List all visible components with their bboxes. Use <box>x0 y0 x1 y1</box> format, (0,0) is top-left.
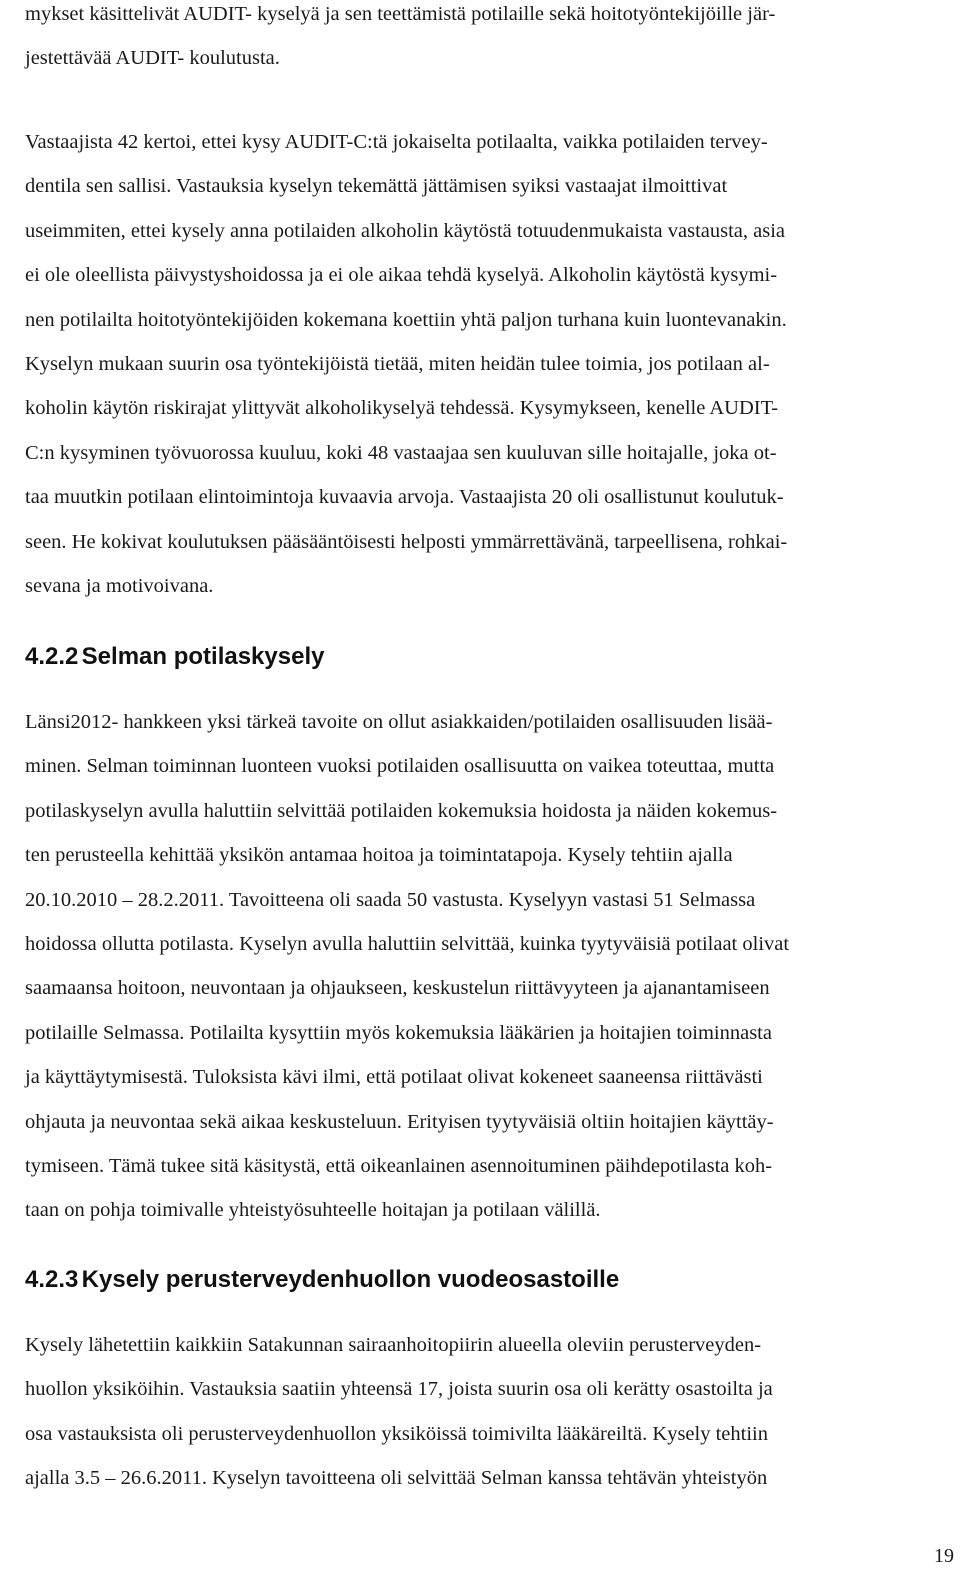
text-line: hoidossa ollutta potilasta. Kyselyn avulla haluttiin selvittää, kuinka tyytyväisiä potilaat olivat <box>25 932 790 955</box>
text-line: saamaansa hoitoon, neuvontaan ja ohjaukseen, keskustelun riittävyyteen ja ajanantamiseen <box>25 977 770 1000</box>
paragraph-selma-survey <box>25 700 960 1233</box>
text-line: tymiseen. Tämä tukee sitä käsitystä, että oikeanlainen asennoituminen päihdepotilasta koh- <box>25 1154 773 1177</box>
text-line: taa muutkin potilaan elintoimintoja kuvaavia arvoja. Vastaajista 20 oli osallistunut koulutuk- <box>25 486 784 509</box>
section-number: 4.2.2 <box>25 643 79 670</box>
section-heading-4-2-3 <box>25 1265 619 1295</box>
text-line: taan on pohja toimivalle yhteistyösuhteelle hoitajan ja potilaan välillä. <box>25 1199 601 1222</box>
text-line: potilaille Selmassa. Potilailta kysyttiin myös kokemuksia lääkärien ja hoitajien toiminnasta <box>25 1021 772 1044</box>
section-heading-4-2-2 <box>25 642 324 672</box>
paragraph-audit-results <box>25 120 960 608</box>
text-line: C:n kysyminen työvuorossa kuuluu, koki 48 vastaajaa sen kuuluvan sille hoitajalle, joka ot- <box>25 441 777 464</box>
section-title: Selman potilaskysely <box>81 643 325 670</box>
text-line: mykset käsittelivät AUDIT- kyselyä ja sen teettämistä potilaille sekä hoitotyöntekijöille jär- <box>25 3 776 25</box>
text-line: useimmiten, ettei kysely anna potilaiden alkoholin käytöstä totuudenmukaista vastausta, asia <box>25 219 786 242</box>
text-line: Kysely lähetettiin kaikkiin Satakunnan sairaanhoitopiirin alueella oleviin perusterveyden- <box>25 1334 762 1356</box>
text-line: minen. Selman toiminnan luonteen vuoksi potilaiden osallisuutta on vaikea toteuttaa, mutta <box>25 755 775 778</box>
text-line: seen. He kokivat koulutuksen pääsääntöisesti helposti ymmärrettävänä, tarpeellisena, rohkai- <box>25 530 788 553</box>
section-number: 4.2.3 <box>25 1266 79 1293</box>
text-line: osa vastauksista oli perusterveydenhuollon yksiköissä toimivilta lääkäreiltä. Kysely tehtiin <box>25 1422 768 1445</box>
text-line: jestettävää AUDIT- koulutusta. <box>25 47 280 70</box>
text-line: dentila sen sallisi. Vastauksia kyselyn tekemättä jättämisen syiksi vastaajat ilmoittivat <box>25 175 728 198</box>
text-line: ja käyttäytymisestä. Tuloksista kävi ilmi, että potilaat olivat kokeneet saaneensa riittävästi <box>25 1066 763 1089</box>
paragraph-primary-care-survey <box>25 1323 960 1501</box>
text-line: ei ole oleellista päivystyshoidossa ja ei ole aikaa tehdä kyselyä. Alkoholin käytöstä kysymi- <box>25 264 778 287</box>
section-title: Kysely perusterveydenhuollon vuodeosastoille <box>81 1266 620 1293</box>
text-line: Länsi2012- hankkeen yksi tärkeä tavoite on ollut asiakkaiden/potilaiden osallisuuden lisää- <box>25 711 773 733</box>
text-line: Vastaajista 42 kertoi, ettei kysy AUDIT-C:tä jokaiselta potilaalta, vaikka potilaiden tervey- <box>25 131 768 153</box>
paragraph-audit-training <box>25 0 960 81</box>
text-line: sevana ja motivoivana. <box>25 574 214 597</box>
text-line: ajalla 3.5 – 26.6.2011. Kyselyn tavoitteena oli selvittää Selman kanssa tehtävän yhteistyön <box>25 1467 768 1490</box>
text-line: nen potilailta hoitotyöntekijöiden kokemana koettiin yhtä paljon turhana kuin luontevanakin. <box>25 308 787 331</box>
text-line: 20.10.2010 – 28.2.2011. Tavoitteena oli saada 50 vastusta. Kyselyyn vastasi 51 Selmassa <box>25 888 756 911</box>
text-line: Kyselyn mukaan suurin osa työntekijöistä tietää, miten heidän tulee toimia, jos potilaan al- <box>25 352 770 375</box>
text-line: potilaskyselyn avulla haluttiin selvittää potilaiden kokemuksia hoidosta ja näiden kokemus- <box>25 799 778 822</box>
page-number: 19 <box>934 1545 954 1567</box>
text-line: ohjauta ja neuvontaa sekä aikaa keskusteluun. Erityisen tyytyväisiä oltiin hoitajien käyttäy- <box>25 1110 774 1133</box>
text-line: ten perusteella kehittää yksikön antamaa hoitoa ja toimintatapoja. Kysely tehtiin ajalla <box>25 844 733 867</box>
text-line: koholin käytön riskirajat ylittyvät alkoholikyselyä tehdessä. Kysymykseen, kenelle AUDIT- <box>25 397 779 420</box>
text-line: huollon yksiköihin. Vastauksia saatiin yhteensä 17, joista suurin osa oli kerätty osastoilta ja <box>25 1378 773 1401</box>
